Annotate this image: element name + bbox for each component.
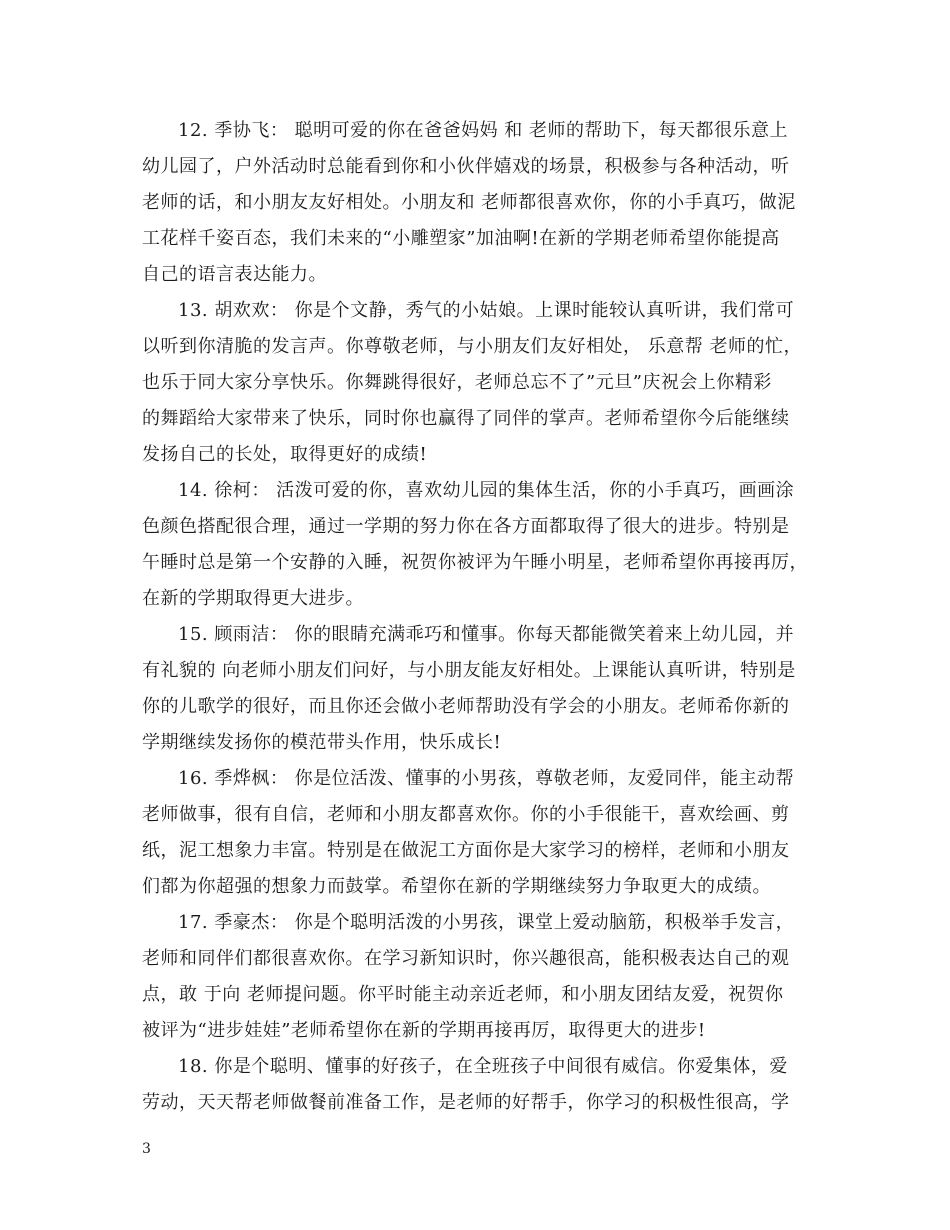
- text-line: 16. 季烨枫： 你是位活泼、懂事的小男孩，尊敬老师，友爱同伴，能主动帮: [178, 768, 795, 789]
- text-line: 点，敢 于向 老师提问题。你平时能主动亲近老师，和小朋友团结友爱，祝贺你: [142, 984, 784, 1005]
- text-line: 15. 顾雨洁： 你的眼睛充满乖巧和懂事。你每天都能微笑着来上幼儿园，并: [178, 624, 795, 645]
- text-line: 也乐于同大家分享快乐。你舞跳得很好，老师总忘不了”元旦”庆祝会上你精彩: [142, 372, 772, 393]
- text-line: 老师做事，很有自信，老师和小朋友都喜欢你。你的小手很能干，喜欢绘画、剪: [142, 804, 790, 825]
- text-line: 在新的学期取得更大进步。: [142, 588, 364, 609]
- text-line: 13. 胡欢欢： 你是个文静，秀气的小姑娘。上课时能较认真听讲，我们常可: [178, 300, 795, 321]
- text-line: 12. 季协飞： 聪明可爱的你在爸爸妈妈 和 老师的帮助下，每天都很乐意上: [178, 120, 789, 141]
- text-line: 17. 季豪杰： 你是个聪明活泼的小男孩，课堂上爱动脑筋，积极举手发言，: [178, 912, 795, 933]
- text-line: 有礼貌的 向老师小朋友们问好，与小朋友能友好相处。上课能认真听讲，特别是: [142, 660, 796, 681]
- text-line: 的舞蹈给大家带来了快乐，同时你也赢得了同伴的掌声。老师希望你今后能继续: [142, 408, 790, 429]
- text-line: 们都为你超强的想象力而鼓掌。希望你在新的学期继续努力争取更大的成绩。: [142, 876, 771, 897]
- text-line: 以听到你清脆的发言声。你尊敬老师，与小朋友们友好相处， 乐意帮 老师的忙，: [142, 336, 802, 357]
- text-line: 午睡时总是第一个安静的入睡，祝贺你被评为午睡小明星，老师希望你再接再厉，: [142, 552, 808, 573]
- text-line: 老师和同伴们都很喜欢你。在学习新知识时，你兴趣很高，能积极表达自己的观: [142, 948, 790, 969]
- text-line: 老师的话，和小朋友友好相处。小朋友和 老师都很喜欢你，你的小手真巧，做泥: [142, 192, 796, 213]
- text-line: 发扬自己的长处，取得更好的成绩!: [142, 444, 428, 465]
- text-line: 色颜色搭配很合理，通过一学期的努力你在各方面都取得了很大的进步。特别是: [142, 516, 790, 537]
- text-line: 劳动，天天帮老师做餐前准备工作，是老师的好帮手，你学习的积极性很高，学: [142, 1092, 790, 1113]
- text-line: 你的儿歌学的很好，而且你还会做小老师帮助没有学会的小朋友。老师希你新的: [142, 696, 790, 717]
- text-line: 自己的语言表达能力。: [142, 264, 327, 285]
- text-line: 学期继续发扬你的模范带头作用，快乐成长!: [142, 732, 502, 753]
- text-line: 14. 徐柯： 活泼可爱的你，喜欢幼儿园的集体生活，你的小手真巧，画画涂: [178, 480, 795, 501]
- text-line: 被评为“进步娃娃”老师希望你在新的学期再接再厉，取得更大的进步!: [142, 1020, 706, 1041]
- text-line: 纸，泥工想象力丰富。特别是在做泥工方面你是大家学习的榜样，老师和小朋友: [142, 840, 790, 861]
- text-line: 工花样千姿百态，我们未来的“小雕塑家”加油啊!在新的学期老师希望你能提高: [142, 228, 780, 249]
- text-line: 幼儿园了，户外活动时总能看到你和小伙伴嬉戏的场景，积极参与各种活动，听: [142, 156, 790, 177]
- text-line: 18. 你是个聪明、懂事的好孩子，在全班孩子中间很有威信。你爱集体，爱: [178, 1056, 788, 1077]
- page-number: 3: [142, 1141, 151, 1157]
